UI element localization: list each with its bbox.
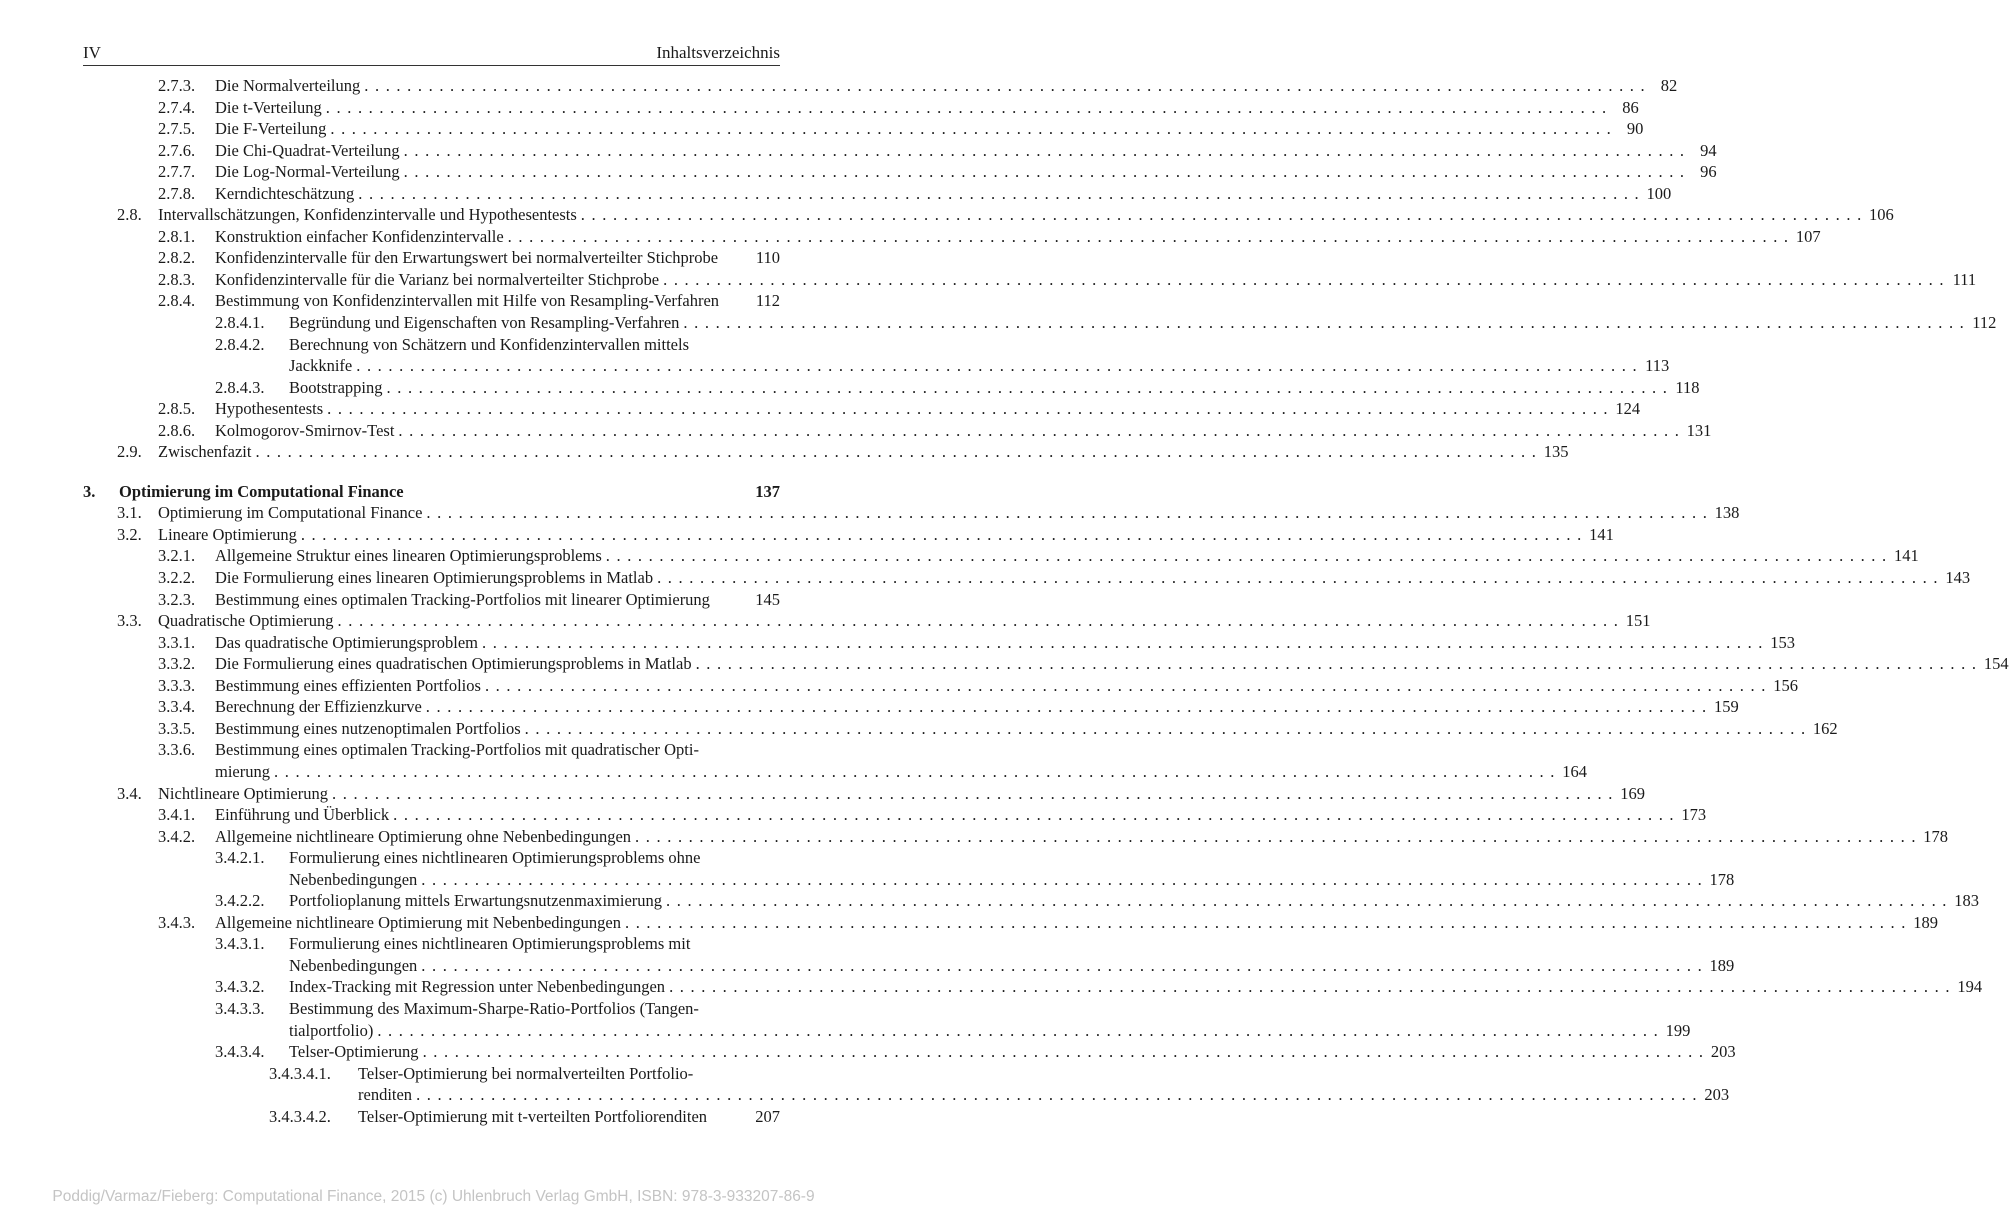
toc-entry[interactable]: [83, 75, 1678, 97]
toc-entry-title: Portfolioplanung mittels Erwartungsnutzenmaximierung: [289, 890, 666, 912]
dot-leader: [714, 589, 754, 611]
toc-page-number: 169: [1620, 783, 1645, 803]
toc-page-number: 194: [1957, 977, 1983, 997]
toc-entry-body: [215, 545, 1919, 567]
toc-entry-body: [215, 226, 1821, 248]
toc-entry-body: [119, 481, 780, 503]
toc-entry-number: 3.3.1.: [158, 632, 196, 652]
toc-entry[interactable]: [83, 290, 780, 312]
toc-entry-body: [358, 1084, 1730, 1106]
toc-entry-title: Konstruktion einfacher Konfidenzintervalle: [215, 226, 508, 248]
dot-leader: [723, 290, 754, 312]
toc-entry-number: 3.4.3.1.: [215, 934, 265, 954]
toc-entry[interactable]: [83, 183, 1672, 205]
dot-leader: [722, 247, 754, 269]
dot-leader: ........................................................................................................................: [274, 761, 1561, 781]
toc-entry-number: 3.3.5.: [158, 718, 196, 738]
dot-leader: ........................................................................................................................: [337, 611, 1625, 631]
toc-entry-body: [289, 377, 1700, 399]
toc-entry[interactable]: [83, 869, 1735, 891]
toc-entry-line[interactable]: [83, 334, 780, 356]
toc-entry-body: [289, 976, 1983, 998]
toc-page-number: 189: [1709, 955, 1735, 975]
toc-entry-title: Intervallschätzungen, Konfidenzintervalle und Hypothesentests: [158, 204, 581, 226]
toc-entry-body: [289, 869, 1735, 891]
toc-entry[interactable]: [83, 161, 1717, 183]
toc-page-number: 100: [1646, 183, 1672, 203]
toc-entry-title: Bestimmung eines optimalen Tracking-Portfolios mit quadratischer Opti-: [215, 739, 703, 761]
toc-entry-title: Telser-Optimierung bei normalverteilten Portfolio-: [358, 1063, 697, 1085]
toc-entry-body: [215, 247, 780, 269]
toc-entry[interactable]: [83, 1041, 1736, 1063]
toc-entry-body: [215, 398, 1641, 420]
toc-entry-number: 3.2.: [117, 524, 142, 544]
toc-entry-body: [215, 739, 780, 761]
toc-entry-body: [158, 502, 1740, 524]
toc-entry-title: Bestimmung von Konfidenzintervallen mit Hilfe von Resampling-Verfahren: [215, 290, 723, 312]
toc-entry-body: [158, 783, 1645, 805]
toc-entry-body: [289, 890, 1980, 912]
toc-entry-title: Formulierung eines nichtlinearen Optimierungsproblems mit: [289, 933, 694, 955]
toc-entry-number: 2.7.5.: [158, 119, 196, 139]
toc-entry[interactable]: [83, 377, 1700, 399]
toc-entry-title: Quadratische Optimierung: [158, 610, 338, 632]
toc-entry[interactable]: [83, 567, 1971, 589]
toc-entry[interactable]: [83, 118, 1644, 140]
toc-entry-number: 3.3.4.: [158, 697, 196, 717]
toc-entry-number: 2.8.1.: [158, 226, 196, 246]
toc-entry-number: 3.4.3.4.2.: [269, 1106, 331, 1126]
dot-leader: ........................................................................................................................: [657, 568, 1945, 588]
toc-entry-title: Index-Tracking mit Regression unter Nebenbedingungen: [289, 976, 669, 998]
running-title: Inhaltsverzeichnis: [656, 43, 780, 62]
dot-leader: ........................................................................................................................: [358, 183, 1646, 203]
dot-leader: ........................................................................................................................: [683, 313, 1971, 333]
toc-entry-number: 2.8.4.1.: [215, 313, 265, 333]
toc-entry-body: [215, 653, 2009, 675]
dot-leader: ........................................................................................................................: [635, 826, 1923, 846]
toc-entry[interactable]: [83, 783, 1645, 805]
toc-entry-title: Zwischenfazit: [158, 441, 255, 463]
toc-entry-number: 3.2.1.: [158, 546, 196, 566]
toc-entry-title: Nebenbedingungen: [289, 955, 421, 977]
toc-page-number: 112: [1972, 313, 1997, 333]
toc-page-number: 96: [1700, 162, 1717, 182]
toc-entry[interactable]: [83, 420, 1712, 442]
toc-entry-body: [289, 847, 780, 869]
toc-entry-number: 2.9.: [117, 442, 142, 462]
toc-entry-title: Telser-Optimierung: [289, 1041, 423, 1063]
toc-entry-number: 3.4.: [117, 783, 142, 803]
toc-entry-body: [289, 1020, 1691, 1042]
toc-page-number: 145: [755, 589, 780, 609]
toc-entry-title: Bestimmung eines optimalen Tracking-Portfolios mit linearer Optimierung: [215, 589, 714, 611]
toc-entry-body: [289, 933, 780, 955]
toc-page-number: 118: [1675, 377, 1700, 397]
toc-entry-title: Das quadratische Optimierungsproblem: [215, 632, 482, 654]
dot-leader: ........................................................................................................................: [484, 675, 1772, 695]
toc-entry[interactable]: [83, 696, 1739, 718]
toc-page-number: 107: [1795, 226, 1821, 246]
toc-entry[interactable]: [83, 204, 1894, 226]
toc-entry-body: [289, 998, 780, 1020]
dot-leader: [711, 1106, 754, 1128]
dot-leader: ........................................................................................................................: [300, 524, 1588, 544]
toc-entry[interactable]: [83, 955, 1735, 977]
toc-page-number: 156: [1773, 675, 1798, 695]
toc-entry[interactable]: [83, 1106, 780, 1128]
toc-page-number: 141: [1894, 546, 1919, 566]
toc-entry-number: 2.8.4.3.: [215, 377, 265, 397]
toc-entry-number: 2.8.2.: [158, 248, 196, 268]
toc-page-number: 82: [1660, 76, 1678, 95]
dot-leader: ........................................................................................................................: [356, 356, 1644, 376]
toc-page-number: 135: [1543, 442, 1569, 462]
toc-entry-body: [158, 441, 1569, 463]
dot-leader: ........................................................................................................................: [421, 955, 1709, 975]
dot-leader: ........................................................................................................................: [364, 76, 1652, 95]
toc-entry[interactable]: [83, 97, 1639, 119]
toc-entry-title: Berechnung der Effizienzkurve: [215, 696, 426, 718]
toc-entry-title: Nebenbedingungen: [289, 869, 421, 891]
dot-leader: ........................................................................................................................: [507, 226, 1795, 246]
toc-entry[interactable]: [83, 804, 1707, 826]
toc-page-number: 199: [1665, 1020, 1691, 1040]
dot-leader: ........................................................................................................................: [605, 546, 1893, 566]
toc-entry-title: Die Normalverteilung: [215, 75, 364, 97]
dot-leader: ........................................................................................................................: [332, 783, 1619, 803]
toc-entry-title: Kolmogorov-Smirnov-Test: [215, 420, 398, 442]
toc-entry[interactable]: [83, 826, 1949, 848]
toc-page-number: 164: [1562, 761, 1587, 781]
toc-entry[interactable]: [83, 718, 1838, 740]
toc-entry-body: [215, 140, 1717, 162]
toc-entry-title: Telser-Optimierung mit t-verteilten Portfoliorenditen: [358, 1106, 711, 1128]
toc-page-number: 138: [1714, 503, 1740, 523]
toc-entry-line[interactable]: [83, 1063, 780, 1085]
toc-entry[interactable]: [83, 890, 1980, 912]
toc-entry[interactable]: [83, 481, 780, 503]
toc-page-number: 173: [1681, 805, 1707, 825]
toc-entry-title: Hypothesentests: [215, 398, 327, 420]
toc-entry-body: [215, 420, 1712, 442]
toc-page-number: 112: [755, 291, 780, 311]
dot-leader: ........................................................................................................................: [325, 97, 1613, 117]
toc-entry-title: Formulierung eines nichtlinearen Optimierungsproblems ohne: [289, 847, 705, 869]
toc-entry-line[interactable]: [83, 739, 780, 761]
toc-page-number: 110: [755, 248, 780, 268]
toc-page-number: 106: [1869, 205, 1894, 225]
toc-page-number: 154: [1983, 654, 2009, 674]
toc-entry[interactable]: [83, 398, 1641, 420]
toc-entry-number: 3.4.3.3.: [215, 998, 265, 1018]
dot-leader: ........................................................................................................................: [695, 654, 1983, 674]
toc-entry-title: Die Formulierung eines quadratischen Optimierungsproblems in Matlab: [215, 653, 696, 675]
toc-entry[interactable]: [83, 226, 1821, 248]
toc-entry-body: [215, 290, 780, 312]
dot-leader: ........................................................................................................................: [669, 977, 1957, 997]
toc-entry-body: [215, 761, 1587, 783]
toc-entry-number: 3.3.: [117, 611, 142, 631]
toc-entry[interactable]: [83, 269, 1977, 291]
toc-page-number: 137: [755, 481, 780, 501]
toc-entry-number: 2.8.4.: [158, 291, 196, 311]
dot-leader: ........................................................................................................................: [482, 632, 1770, 652]
toc-entry-body: [215, 183, 1672, 205]
toc-entry-body: [158, 610, 1651, 632]
toc-page-number: 111: [1952, 269, 1977, 289]
toc-page-number: 151: [1625, 611, 1651, 631]
toc-entry-body: [215, 161, 1717, 183]
toc-entry-body: [215, 567, 1971, 589]
toc-entry-body: [358, 1063, 780, 1085]
toc-entry-number: 2.7.8.: [158, 183, 196, 203]
dot-leader: ........................................................................................................................: [524, 718, 1812, 738]
toc-entry[interactable]: [83, 1084, 1730, 1106]
toc-entry-title: Begründung und Eigenschaften von Resampling-Verfahren: [289, 312, 683, 334]
copyright-footer: Poddig/Varmaz/Fieberg: Computational Finance, 2015 (c) Uhlenbruch Verlag GmbH, ISBN: 978-3-933207-86-9: [52, 1188, 815, 1205]
dot-leader: ........................................................................................................................: [330, 119, 1618, 139]
toc-entry-line[interactable]: [83, 933, 780, 955]
toc-page-number: 153: [1770, 632, 1796, 652]
toc-entry-number: 3.4.1.: [158, 805, 196, 825]
toc-entry-number: 3.1.: [117, 503, 142, 523]
toc-entry-title: renditen: [358, 1084, 416, 1106]
toc-entry-number: 3.3.3.: [158, 675, 196, 695]
toc-entry[interactable]: [83, 140, 1717, 162]
toc-entry[interactable]: [83, 761, 1587, 783]
toc-page-number: 162: [1812, 718, 1838, 738]
toc-entry[interactable]: [83, 355, 1670, 377]
toc-entry-number: 3.3.6.: [158, 740, 196, 760]
toc-entry[interactable]: [83, 653, 2009, 675]
toc-entry-body: [215, 589, 780, 611]
toc-entry-number: 2.8.5.: [158, 399, 196, 419]
toc-entry[interactable]: [83, 312, 1997, 334]
toc-entry-body: [358, 1106, 780, 1128]
toc-entry-number: 3.2.2.: [158, 568, 196, 588]
toc-entry[interactable]: [83, 632, 1796, 654]
toc-entry-body: [215, 675, 1798, 697]
toc-page-number: 203: [1710, 1042, 1736, 1062]
toc-entry-title: Die t-Verteilung: [215, 97, 326, 119]
toc-entry-body: [158, 204, 1894, 226]
toc-page-number: 189: [1913, 912, 1938, 932]
toc-entry-number: 3.3.2.: [158, 654, 196, 674]
toc-entry-title: Lineare Optimierung: [158, 524, 301, 546]
toc-entry-body: [158, 524, 1614, 546]
toc-entry-number: 2.7.3.: [158, 76, 196, 95]
toc-entry-body: [215, 912, 1938, 934]
toc-page-number: 183: [1954, 891, 1980, 911]
toc-entry-title: Konfidenzintervalle für den Erwartungswert bei normalverteilter Stichprobe: [215, 247, 722, 269]
toc-entry-number: 3.4.3.2.: [215, 977, 265, 997]
toc-entry-body: [215, 804, 1707, 826]
toc-page-number: 113: [1645, 356, 1670, 376]
toc-entry-body: [215, 269, 1977, 291]
toc-entry-title: Allgemeine Struktur eines linearen Optimierungsproblems: [215, 545, 606, 567]
toc-entry-body: [215, 97, 1639, 119]
toc-entry-number: 3.4.2.2.: [215, 891, 265, 911]
toc-entry-title: Nichtlineare Optimierung: [158, 783, 332, 805]
dot-leader: ........................................................................................................................: [403, 162, 1691, 182]
page-number: IV: [83, 43, 101, 62]
dot-leader: [408, 481, 754, 503]
toc-entry[interactable]: [83, 441, 1569, 463]
toc-entry-title: Optimierung im Computational Finance: [158, 502, 426, 524]
toc-entry[interactable]: [83, 589, 780, 611]
toc-entry-title: Bootstrapping: [289, 377, 387, 399]
dot-leader: ........................................................................................................................: [624, 912, 1912, 932]
dot-leader: ........................................................................................................................: [327, 399, 1615, 419]
dot-leader: ........................................................................................................................: [403, 140, 1691, 160]
dot-leader: ........................................................................................................................: [416, 1085, 1704, 1105]
table-of-contents: [83, 75, 2009, 1127]
toc-page-number: 143: [1945, 568, 1971, 588]
toc-entry-title: Optimierung im Computational Finance: [119, 481, 408, 503]
toc-entry-title: Bestimmung des Maximum-Sharpe-Ratio-Portfolios (Tangen-: [289, 998, 703, 1020]
toc-entry-body: [215, 718, 1838, 740]
toc-page-number: 94: [1700, 140, 1717, 160]
toc-page-number: 159: [1714, 697, 1739, 717]
toc-entry[interactable]: [83, 247, 780, 269]
toc-entry-body: [289, 955, 1735, 977]
toc-entry-title: tialportfolio): [289, 1020, 377, 1042]
toc-entry-number: 2.7.6.: [158, 140, 196, 160]
toc-entry-number: 3.4.3.4.: [215, 1042, 265, 1062]
dot-leader: ........................................................................................................................: [255, 442, 1543, 462]
toc-page-number: 141: [1589, 524, 1614, 544]
dot-leader: ........................................................................................................................: [425, 697, 1713, 717]
toc-entry[interactable]: [83, 976, 1983, 998]
chapter-gap: [83, 463, 780, 481]
toc-entry-number: 2.7.4.: [158, 97, 196, 117]
toc-entry-line[interactable]: [83, 847, 780, 869]
toc-entry-body: [215, 632, 1796, 654]
dot-leader: ........................................................................................................................: [666, 891, 1954, 911]
dot-leader: ........................................................................................................................: [580, 205, 1868, 225]
toc-page-number: 124: [1615, 399, 1641, 419]
toc-entry-title: mierung: [215, 761, 274, 783]
toc-entry[interactable]: [83, 610, 1651, 632]
toc-entry-body: [289, 355, 1670, 377]
toc-page-number: 178: [1923, 826, 1949, 846]
toc-entry-number: 2.8.: [117, 205, 142, 225]
toc-entry-number: 3.4.3.4.1.: [269, 1063, 331, 1083]
dot-leader: ........................................................................................................................: [386, 377, 1674, 397]
toc-entry-title: Kerndichteschätzung: [215, 183, 358, 205]
toc-entry-title: Die Chi-Quadrat-Verteilung: [215, 140, 404, 162]
toc-entry[interactable]: [83, 524, 1614, 546]
toc-entry-line[interactable]: [83, 998, 780, 1020]
running-header: [83, 40, 780, 66]
toc-page-number: 90: [1626, 119, 1644, 139]
toc-entry[interactable]: [83, 502, 1740, 524]
toc-entry[interactable]: [83, 545, 1919, 567]
toc-entry-number: 3.4.2.1.: [215, 848, 265, 868]
dot-leader: ........................................................................................................................: [422, 1042, 1710, 1062]
toc-page-number: 178: [1709, 869, 1735, 889]
dot-leader: ........................................................................................................................: [398, 420, 1686, 440]
toc-entry-title: Konfidenzintervalle für die Varianz bei normalverteilter Stichprobe: [215, 269, 663, 291]
toc-entry-number: 2.7.7.: [158, 162, 196, 182]
toc-entry-body: [289, 334, 780, 356]
dot-leader: ........................................................................................................................: [426, 503, 1714, 523]
toc-entry[interactable]: [83, 912, 1938, 934]
toc-page-number: 203: [1704, 1085, 1730, 1105]
toc-entry-title: Einführung und Überblick: [215, 804, 393, 826]
dot-leader: ........................................................................................................................: [421, 869, 1709, 889]
toc-entry[interactable]: [83, 675, 1798, 697]
dot-leader: ........................................................................................................................: [663, 269, 1951, 289]
toc-entry-body: [215, 826, 1949, 848]
dot-leader: ........................................................................................................................: [377, 1020, 1665, 1040]
toc-entry-title: Die Formulierung eines linearen Optimierungsproblems in Matlab: [215, 567, 657, 589]
toc-entry-title: Jackknife: [289, 355, 356, 377]
toc-page-number: 86: [1622, 97, 1639, 117]
toc-entry-number: 3.2.3.: [158, 589, 196, 609]
toc-entry-title: Berechnung von Schätzern und Konfidenzintervallen mittels: [289, 334, 693, 356]
toc-entry-title: Bestimmung eines effizienten Portfolios: [215, 675, 485, 697]
toc-entry-title: Allgemeine nichtlineare Optimierung ohne Nebenbedingungen: [215, 826, 635, 848]
toc-entry-title: Bestimmung eines nutzenoptimalen Portfolios: [215, 718, 525, 740]
toc-entry-number: 3.: [83, 481, 96, 501]
toc-entry-body: [215, 75, 1678, 97]
toc-entry-number: 2.8.4.2.: [215, 334, 265, 354]
toc-entry-number: 2.8.6.: [158, 420, 196, 440]
toc-entry-title: Die Log-Normal-Verteilung: [215, 161, 404, 183]
toc-entry-body: [215, 696, 1739, 718]
toc-entry-number: 3.4.2.: [158, 826, 196, 846]
toc-entry-number: 2.8.3.: [158, 269, 196, 289]
toc-page-number: 207: [755, 1106, 780, 1126]
dot-leader: ........................................................................................................................: [393, 805, 1681, 825]
toc-entry-title: Allgemeine nichtlineare Optimierung mit Nebenbedingungen: [215, 912, 625, 934]
toc-entry-body: [289, 1041, 1736, 1063]
toc-entry-body: [289, 312, 1997, 334]
toc-entry[interactable]: [83, 1020, 1691, 1042]
toc-page-number: 131: [1686, 420, 1712, 440]
toc-entry-number: 3.4.3.: [158, 912, 196, 932]
toc-entry-body: [215, 118, 1644, 140]
toc-entry-title: Die F-Verteilung: [215, 118, 330, 140]
